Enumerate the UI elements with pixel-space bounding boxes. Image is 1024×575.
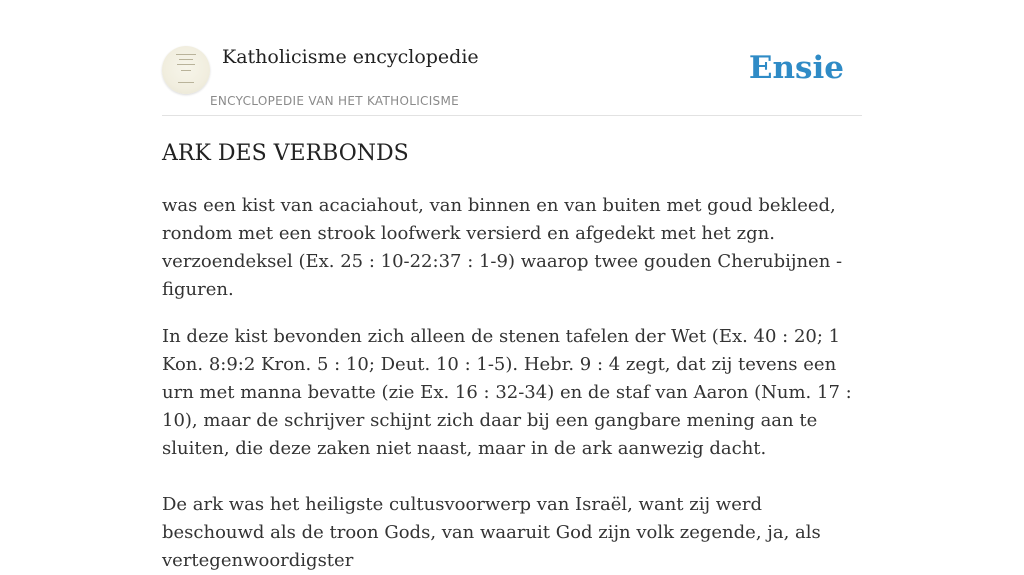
site-subtitle: ENCYCLOPEDIE VAN HET KATHOLICISME	[210, 94, 459, 108]
article-body	[162, 192, 867, 575]
article-paragraph: In deze kist bevonden zich alleen de stenen tafelen der Wet (Ex. 40 : 20; 1 Kon. 8:9:2 Kron. 5 : 10; Deut. 10 : 1-5). Hebr. 9 : 4 zegt, dat zij tevens een urn met manna bevatte (zie Ex. 16 : 32-34) en de staf van Aaron (Num. 17 : 10), maar de schrijver schijnt zich daar bij een gangbare mening aan te sluiten, die deze zaken niet naast, maar in de ark aanwezig dacht.	[162, 326, 852, 459]
encyclopedia-cover-icon[interactable]	[162, 46, 210, 94]
site-name-link[interactable]: Katholicisme encyclopedie	[222, 46, 479, 68]
site-header	[162, 0, 862, 116]
article-paragraph: was een kist van acaciahout, van binnen en van buiten met goud bekleed, rondom met een strook loofwerk versierd en afgedekt met het zgn. verzoendeksel (Ex. 25 : 10-22:37 : 1-9) waarop twee gouden Cherubijnen -figuren.	[162, 195, 843, 300]
article-paragraph: De ark was het heiligste cultusvoorwerp van Israël, want zij werd beschouwd als de troon Gods, van waaruit God zijn volk zegende, ja, als vertegenwoordigster	[162, 494, 821, 571]
ensie-logo-link[interactable]: Ensie	[748, 50, 844, 86]
article-title: ARK DES VERBONDS	[162, 141, 409, 166]
